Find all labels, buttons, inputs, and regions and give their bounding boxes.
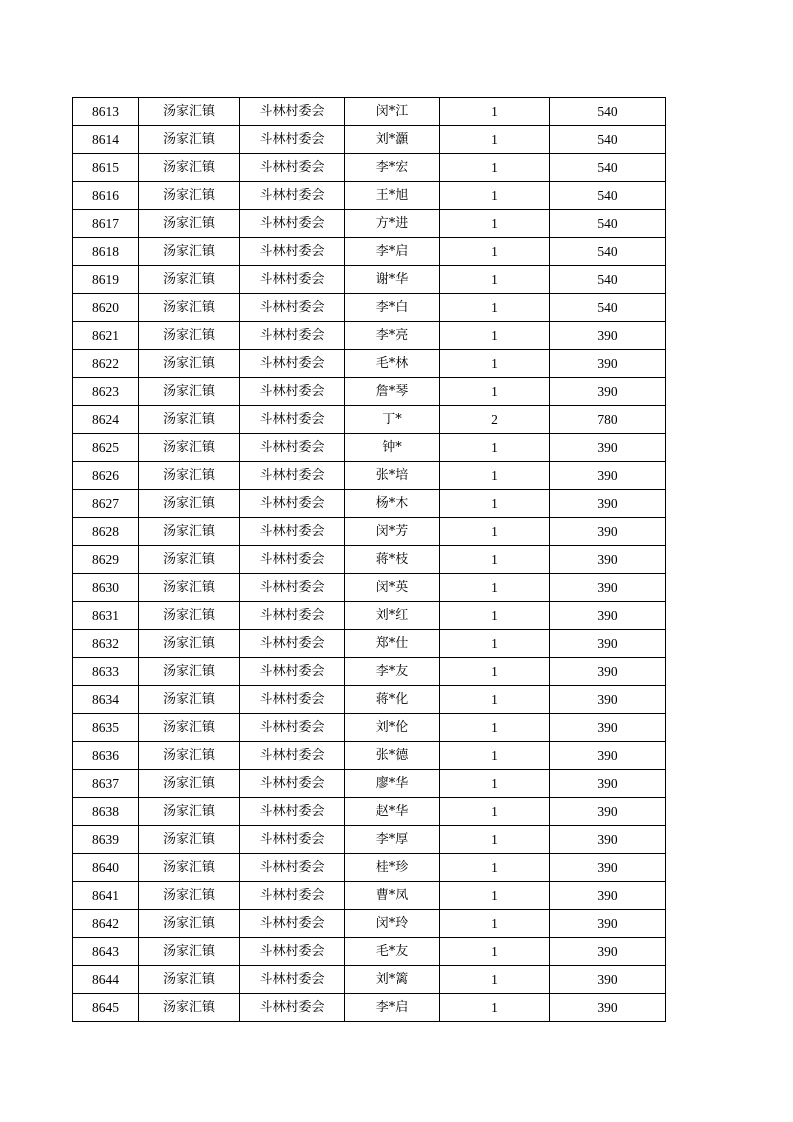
cell-name: 李*启 bbox=[345, 238, 440, 266]
cell-town: 汤家汇镇 bbox=[139, 434, 240, 462]
cell-id: 8623 bbox=[73, 378, 139, 406]
cell-amount: 390 bbox=[550, 882, 666, 910]
cell-name: 李*厚 bbox=[345, 826, 440, 854]
cell-name: 刘*篱 bbox=[345, 966, 440, 994]
cell-name: 毛*友 bbox=[345, 938, 440, 966]
cell-name: 李*友 bbox=[345, 658, 440, 686]
table-row bbox=[73, 350, 666, 378]
cell-count: 1 bbox=[440, 350, 550, 378]
cell-amount: 540 bbox=[550, 182, 666, 210]
cell-amount: 390 bbox=[550, 770, 666, 798]
cell-amount: 390 bbox=[550, 434, 666, 462]
cell-name: 刘*灝 bbox=[345, 126, 440, 154]
cell-count: 1 bbox=[440, 294, 550, 322]
cell-town: 汤家汇镇 bbox=[139, 154, 240, 182]
cell-village: 斗林村委会 bbox=[240, 98, 345, 126]
cell-amount: 390 bbox=[550, 714, 666, 742]
cell-amount: 780 bbox=[550, 406, 666, 434]
cell-amount: 390 bbox=[550, 322, 666, 350]
table-row bbox=[73, 938, 666, 966]
cell-count: 1 bbox=[440, 546, 550, 574]
cell-name: 郑*仕 bbox=[345, 630, 440, 658]
cell-count: 1 bbox=[440, 462, 550, 490]
cell-amount: 390 bbox=[550, 546, 666, 574]
cell-amount: 540 bbox=[550, 294, 666, 322]
cell-count: 1 bbox=[440, 686, 550, 714]
cell-village: 斗林村委会 bbox=[240, 434, 345, 462]
table-row bbox=[73, 630, 666, 658]
cell-town: 汤家汇镇 bbox=[139, 378, 240, 406]
cell-id: 8624 bbox=[73, 406, 139, 434]
cell-town: 汤家汇镇 bbox=[139, 266, 240, 294]
cell-id: 8622 bbox=[73, 350, 139, 378]
cell-count: 2 bbox=[440, 406, 550, 434]
cell-village: 斗林村委会 bbox=[240, 574, 345, 602]
cell-name: 蒋*化 bbox=[345, 686, 440, 714]
cell-village: 斗林村委会 bbox=[240, 210, 345, 238]
cell-id: 8644 bbox=[73, 966, 139, 994]
cell-town: 汤家汇镇 bbox=[139, 714, 240, 742]
cell-amount: 390 bbox=[550, 798, 666, 826]
cell-town: 汤家汇镇 bbox=[139, 406, 240, 434]
cell-count: 1 bbox=[440, 714, 550, 742]
table-row bbox=[73, 490, 666, 518]
table-row bbox=[73, 854, 666, 882]
cell-amount: 540 bbox=[550, 266, 666, 294]
cell-id: 8618 bbox=[73, 238, 139, 266]
cell-amount: 390 bbox=[550, 686, 666, 714]
cell-village: 斗林村委会 bbox=[240, 350, 345, 378]
cell-amount: 390 bbox=[550, 518, 666, 546]
table-row bbox=[73, 686, 666, 714]
cell-count: 1 bbox=[440, 658, 550, 686]
cell-id: 8620 bbox=[73, 294, 139, 322]
cell-village: 斗林村委会 bbox=[240, 490, 345, 518]
cell-name: 刘*伦 bbox=[345, 714, 440, 742]
table-row bbox=[73, 966, 666, 994]
cell-village: 斗林村委会 bbox=[240, 854, 345, 882]
table-row bbox=[73, 266, 666, 294]
cell-village: 斗林村委会 bbox=[240, 826, 345, 854]
table-row bbox=[73, 798, 666, 826]
cell-count: 1 bbox=[440, 518, 550, 546]
cell-village: 斗林村委会 bbox=[240, 322, 345, 350]
table-row bbox=[73, 182, 666, 210]
cell-town: 汤家汇镇 bbox=[139, 854, 240, 882]
cell-count: 1 bbox=[440, 238, 550, 266]
cell-town: 汤家汇镇 bbox=[139, 490, 240, 518]
cell-id: 8631 bbox=[73, 602, 139, 630]
cell-town: 汤家汇镇 bbox=[139, 350, 240, 378]
table-row bbox=[73, 238, 666, 266]
cell-id: 8634 bbox=[73, 686, 139, 714]
cell-name: 谢*华 bbox=[345, 266, 440, 294]
cell-town: 汤家汇镇 bbox=[139, 602, 240, 630]
cell-village: 斗林村委会 bbox=[240, 938, 345, 966]
table-row bbox=[73, 826, 666, 854]
cell-amount: 390 bbox=[550, 742, 666, 770]
cell-town: 汤家汇镇 bbox=[139, 966, 240, 994]
cell-village: 斗林村委会 bbox=[240, 910, 345, 938]
cell-village: 斗林村委会 bbox=[240, 798, 345, 826]
table-row bbox=[73, 434, 666, 462]
cell-count: 1 bbox=[440, 182, 550, 210]
cell-count: 1 bbox=[440, 938, 550, 966]
cell-name: 李*宏 bbox=[345, 154, 440, 182]
cell-count: 1 bbox=[440, 98, 550, 126]
cell-id: 8628 bbox=[73, 518, 139, 546]
table-row bbox=[73, 714, 666, 742]
cell-amount: 540 bbox=[550, 98, 666, 126]
cell-town: 汤家汇镇 bbox=[139, 910, 240, 938]
cell-count: 1 bbox=[440, 154, 550, 182]
cell-count: 1 bbox=[440, 966, 550, 994]
cell-count: 1 bbox=[440, 126, 550, 154]
cell-name: 张*德 bbox=[345, 742, 440, 770]
cell-name: 詹*琴 bbox=[345, 378, 440, 406]
cell-name: 李*白 bbox=[345, 294, 440, 322]
table-row bbox=[73, 322, 666, 350]
cell-town: 汤家汇镇 bbox=[139, 574, 240, 602]
cell-count: 1 bbox=[440, 826, 550, 854]
cell-village: 斗林村委会 bbox=[240, 714, 345, 742]
cell-id: 8632 bbox=[73, 630, 139, 658]
cell-amount: 390 bbox=[550, 966, 666, 994]
cell-town: 汤家汇镇 bbox=[139, 938, 240, 966]
cell-village: 斗林村委会 bbox=[240, 630, 345, 658]
table-row bbox=[73, 518, 666, 546]
cell-town: 汤家汇镇 bbox=[139, 630, 240, 658]
cell-village: 斗林村委会 bbox=[240, 770, 345, 798]
cell-id: 8615 bbox=[73, 154, 139, 182]
table-row bbox=[73, 98, 666, 126]
cell-name: 闵*玲 bbox=[345, 910, 440, 938]
cell-village: 斗林村委会 bbox=[240, 378, 345, 406]
cell-village: 斗林村委会 bbox=[240, 546, 345, 574]
cell-count: 1 bbox=[440, 378, 550, 406]
cell-id: 8613 bbox=[73, 98, 139, 126]
cell-name: 李*启 bbox=[345, 994, 440, 1022]
cell-id: 8637 bbox=[73, 770, 139, 798]
cell-count: 1 bbox=[440, 854, 550, 882]
cell-count: 1 bbox=[440, 798, 550, 826]
cell-village: 斗林村委会 bbox=[240, 126, 345, 154]
cell-town: 汤家汇镇 bbox=[139, 994, 240, 1022]
cell-id: 8635 bbox=[73, 714, 139, 742]
cell-count: 1 bbox=[440, 434, 550, 462]
table-row bbox=[73, 882, 666, 910]
cell-village: 斗林村委会 bbox=[240, 882, 345, 910]
cell-id: 8616 bbox=[73, 182, 139, 210]
cell-name: 杨*木 bbox=[345, 490, 440, 518]
table-row bbox=[73, 742, 666, 770]
roster-table-body bbox=[73, 98, 666, 1022]
cell-name: 闵*芳 bbox=[345, 518, 440, 546]
cell-name: 闵*英 bbox=[345, 574, 440, 602]
cell-id: 8626 bbox=[73, 462, 139, 490]
cell-village: 斗林村委会 bbox=[240, 686, 345, 714]
cell-id: 8643 bbox=[73, 938, 139, 966]
cell-count: 1 bbox=[440, 322, 550, 350]
cell-town: 汤家汇镇 bbox=[139, 658, 240, 686]
cell-village: 斗林村委会 bbox=[240, 966, 345, 994]
cell-town: 汤家汇镇 bbox=[139, 98, 240, 126]
cell-town: 汤家汇镇 bbox=[139, 742, 240, 770]
table-row bbox=[73, 574, 666, 602]
cell-name: 丁* bbox=[345, 406, 440, 434]
cell-name: 刘*红 bbox=[345, 602, 440, 630]
cell-id: 8645 bbox=[73, 994, 139, 1022]
cell-village: 斗林村委会 bbox=[240, 518, 345, 546]
cell-village: 斗林村委会 bbox=[240, 238, 345, 266]
roster-table bbox=[72, 97, 666, 1022]
cell-id: 8639 bbox=[73, 826, 139, 854]
cell-name: 李*亮 bbox=[345, 322, 440, 350]
cell-village: 斗林村委会 bbox=[240, 994, 345, 1022]
cell-count: 1 bbox=[440, 574, 550, 602]
cell-id: 8627 bbox=[73, 490, 139, 518]
cell-count: 1 bbox=[440, 882, 550, 910]
cell-id: 8641 bbox=[73, 882, 139, 910]
cell-town: 汤家汇镇 bbox=[139, 686, 240, 714]
table-row bbox=[73, 462, 666, 490]
cell-name: 廖*华 bbox=[345, 770, 440, 798]
cell-id: 8640 bbox=[73, 854, 139, 882]
cell-village: 斗林村委会 bbox=[240, 742, 345, 770]
cell-id: 8625 bbox=[73, 434, 139, 462]
cell-amount: 390 bbox=[550, 462, 666, 490]
table-row bbox=[73, 994, 666, 1022]
cell-village: 斗林村委会 bbox=[240, 462, 345, 490]
cell-village: 斗林村委会 bbox=[240, 266, 345, 294]
table-row bbox=[73, 126, 666, 154]
cell-village: 斗林村委会 bbox=[240, 658, 345, 686]
cell-count: 1 bbox=[440, 630, 550, 658]
cell-name: 毛*林 bbox=[345, 350, 440, 378]
cell-name: 方*进 bbox=[345, 210, 440, 238]
table-row bbox=[73, 910, 666, 938]
cell-id: 8617 bbox=[73, 210, 139, 238]
cell-amount: 390 bbox=[550, 994, 666, 1022]
cell-village: 斗林村委会 bbox=[240, 406, 345, 434]
cell-id: 8633 bbox=[73, 658, 139, 686]
cell-amount: 390 bbox=[550, 574, 666, 602]
cell-village: 斗林村委会 bbox=[240, 602, 345, 630]
table-row bbox=[73, 546, 666, 574]
cell-amount: 390 bbox=[550, 630, 666, 658]
cell-id: 8619 bbox=[73, 266, 139, 294]
table-row bbox=[73, 406, 666, 434]
cell-amount: 390 bbox=[550, 938, 666, 966]
table-row bbox=[73, 770, 666, 798]
cell-town: 汤家汇镇 bbox=[139, 210, 240, 238]
cell-name: 蒋*枝 bbox=[345, 546, 440, 574]
cell-amount: 390 bbox=[550, 350, 666, 378]
cell-amount: 540 bbox=[550, 238, 666, 266]
cell-id: 8621 bbox=[73, 322, 139, 350]
cell-count: 1 bbox=[440, 602, 550, 630]
cell-town: 汤家汇镇 bbox=[139, 770, 240, 798]
cell-name: 桂*珍 bbox=[345, 854, 440, 882]
cell-count: 1 bbox=[440, 490, 550, 518]
cell-town: 汤家汇镇 bbox=[139, 126, 240, 154]
table-row bbox=[73, 154, 666, 182]
cell-id: 8629 bbox=[73, 546, 139, 574]
cell-count: 1 bbox=[440, 770, 550, 798]
cell-town: 汤家汇镇 bbox=[139, 798, 240, 826]
cell-town: 汤家汇镇 bbox=[139, 826, 240, 854]
cell-count: 1 bbox=[440, 266, 550, 294]
cell-amount: 390 bbox=[550, 826, 666, 854]
cell-id: 8642 bbox=[73, 910, 139, 938]
cell-amount: 540 bbox=[550, 126, 666, 154]
cell-village: 斗林村委会 bbox=[240, 182, 345, 210]
cell-name: 赵*华 bbox=[345, 798, 440, 826]
table-row bbox=[73, 294, 666, 322]
table-row bbox=[73, 658, 666, 686]
cell-amount: 390 bbox=[550, 490, 666, 518]
cell-village: 斗林村委会 bbox=[240, 294, 345, 322]
cell-town: 汤家汇镇 bbox=[139, 882, 240, 910]
cell-name: 曹*凤 bbox=[345, 882, 440, 910]
cell-town: 汤家汇镇 bbox=[139, 322, 240, 350]
cell-name: 张*培 bbox=[345, 462, 440, 490]
cell-count: 1 bbox=[440, 910, 550, 938]
cell-name: 钟* bbox=[345, 434, 440, 462]
cell-town: 汤家汇镇 bbox=[139, 182, 240, 210]
cell-id: 8614 bbox=[73, 126, 139, 154]
cell-town: 汤家汇镇 bbox=[139, 462, 240, 490]
cell-amount: 390 bbox=[550, 378, 666, 406]
cell-town: 汤家汇镇 bbox=[139, 294, 240, 322]
cell-name: 王*旭 bbox=[345, 182, 440, 210]
cell-amount: 390 bbox=[550, 658, 666, 686]
cell-id: 8636 bbox=[73, 742, 139, 770]
cell-amount: 540 bbox=[550, 210, 666, 238]
cell-name: 闵*江 bbox=[345, 98, 440, 126]
cell-amount: 390 bbox=[550, 602, 666, 630]
cell-count: 1 bbox=[440, 742, 550, 770]
cell-amount: 390 bbox=[550, 854, 666, 882]
table-row bbox=[73, 210, 666, 238]
cell-id: 8638 bbox=[73, 798, 139, 826]
table-row bbox=[73, 602, 666, 630]
cell-town: 汤家汇镇 bbox=[139, 546, 240, 574]
cell-amount: 540 bbox=[550, 154, 666, 182]
cell-id: 8630 bbox=[73, 574, 139, 602]
cell-town: 汤家汇镇 bbox=[139, 518, 240, 546]
cell-town: 汤家汇镇 bbox=[139, 238, 240, 266]
cell-count: 1 bbox=[440, 994, 550, 1022]
cell-amount: 390 bbox=[550, 910, 666, 938]
cell-village: 斗林村委会 bbox=[240, 154, 345, 182]
table-row bbox=[73, 378, 666, 406]
cell-count: 1 bbox=[440, 210, 550, 238]
